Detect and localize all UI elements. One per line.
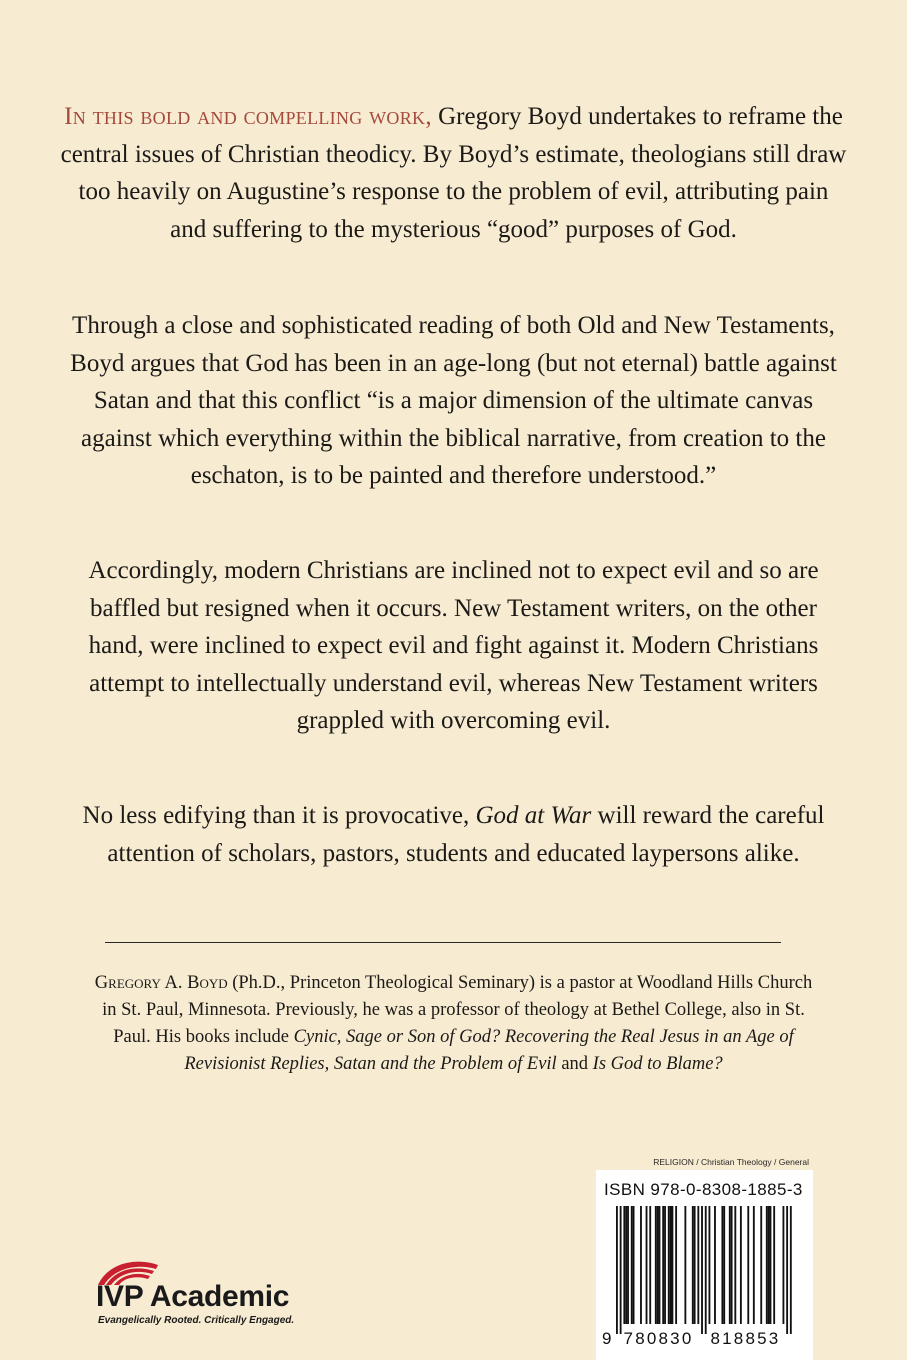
barcode-bar: [616, 1206, 618, 1334]
barcode-bar: [623, 1206, 625, 1324]
barcode-bar: [662, 1206, 664, 1324]
bio-book-1: Cynic, Sage or Son of God? Recovering the Real Jesus in an Age of Revisionist Replies,: [184, 1027, 794, 1074]
blurb-lead-in: In this bold and compelling work,: [64, 103, 432, 130]
barcode-bar: [692, 1206, 694, 1324]
barcode-panel: [596, 1170, 813, 1360]
barcode-bar: [740, 1206, 742, 1324]
isbn-text: ISBN 978-0-8308-1885-3: [604, 1180, 803, 1199]
barcode-bar: [790, 1206, 792, 1334]
publisher-name: IVP Academic: [96, 1280, 290, 1313]
bio-separator-2: and: [556, 1054, 593, 1074]
barcode-bar: [670, 1206, 672, 1324]
barcode-bar: [655, 1206, 657, 1324]
barcode-bar: [768, 1206, 770, 1324]
author-bio-text: (Ph.D., Princeton Theological Seminary) is a pastor at Woodland Hills Church in St. Paul, Minnesota. Previously, he was a professor of theology at Bethel College, also in St. Paul. His books include: [102, 973, 813, 1047]
barcode-bar: [709, 1206, 711, 1324]
barcode-bar: [729, 1206, 731, 1324]
barcode-bar: [672, 1206, 674, 1324]
publisher-tagline: Evangelically Rooted. Critically Engaged.: [98, 1315, 295, 1326]
barcode-bar: [701, 1206, 703, 1334]
blurb-paragraph-2: Through a close and sophisticated reading of both Old and New Testaments, Boyd argues that God has been in an age-long (but not eternal) battle against Satan and that this conflict “is a major dimension of the ultimate canvas against which everything within the biblical narrative, from creation to the eschaton, is to be painted and therefore understood.”: [70, 312, 837, 489]
barcode-bar: [684, 1206, 686, 1324]
barcode-bar: [633, 1206, 635, 1324]
barcode-bar: [760, 1206, 762, 1324]
author-name: Gregory A. Boyd: [94, 973, 228, 993]
barcode-bar: [723, 1206, 725, 1324]
barcode-bar: [664, 1206, 666, 1324]
bio-book-3: Is God to Blame?: [592, 1054, 723, 1074]
blurb-paragraph-4-lead: No less edifying than it is provocative,: [82, 802, 476, 829]
barcode-bar: [627, 1206, 629, 1324]
barcode-bar: [659, 1206, 661, 1324]
barcode-bar: [766, 1206, 768, 1324]
bio-book-2: Satan and the Problem of Evil: [333, 1054, 557, 1074]
barcode-digit-lead: 9: [602, 1329, 614, 1348]
barcode-bar: [705, 1206, 707, 1334]
barcode-bar: [721, 1206, 723, 1324]
barcode-bar: [734, 1206, 736, 1324]
barcode-bar: [786, 1206, 788, 1334]
barcode-bar: [668, 1206, 670, 1324]
barcode-bar: [625, 1206, 627, 1324]
barcode-digits-left: 780830: [623, 1329, 694, 1348]
barcode-digits-right: 818853: [710, 1329, 781, 1348]
barcode-bar: [675, 1206, 677, 1324]
blurb-paragraph-3: Accordingly, modern Christians are inclined not to expect evil and so are baffled but resigned when it occurs. New Testament writers, on the other hand, were inclined to expect evil and fight against it. Modern Christians attempt to intellectually understand evil, whereas New Testament writers grappled with overcoming evil.: [88, 557, 819, 734]
barcode-bar: [657, 1206, 659, 1324]
barcode-bar: [620, 1206, 622, 1334]
barcode-bar: [747, 1206, 749, 1324]
barcode-bar: [731, 1206, 733, 1324]
barcode-bar: [773, 1206, 775, 1324]
barcode-bar: [783, 1206, 785, 1324]
barcode-bar: [631, 1206, 633, 1324]
barcode-bar: [753, 1206, 755, 1324]
barcode-bar: [770, 1206, 772, 1324]
barcode-bar: [714, 1206, 716, 1324]
barcode-bar: [649, 1206, 651, 1324]
bisac-category: RELIGION / Christian Theology / General: [653, 1157, 809, 1167]
blurb-paragraph-1: [60, 98, 847, 248]
blurb-paragraph-4-end: will reward the careful attention of scholars, pastors, students and educated laypersons alike.: [107, 802, 825, 867]
divider-rule: [105, 942, 781, 943]
blurb-paragraph-1-text: Gregory Boyd undertakes to reframe the central issues of Christian theodicy. By Boyd’s estimate, theologians still draw too heavily on Augustine’s response to the problem of evil, attributing pain and suffering to the mysterious “good” purposes of God.: [60, 103, 847, 243]
barcode-bar: [697, 1206, 699, 1324]
barcode-bar: [640, 1206, 642, 1324]
barcode-bar: [694, 1206, 696, 1324]
blurb-paragraph-4: [60, 797, 847, 872]
publisher-logo: [96, 1255, 296, 1335]
barcode-bar: [646, 1206, 648, 1324]
author-bio: [90, 970, 817, 1078]
book-title: God at War: [475, 802, 592, 829]
